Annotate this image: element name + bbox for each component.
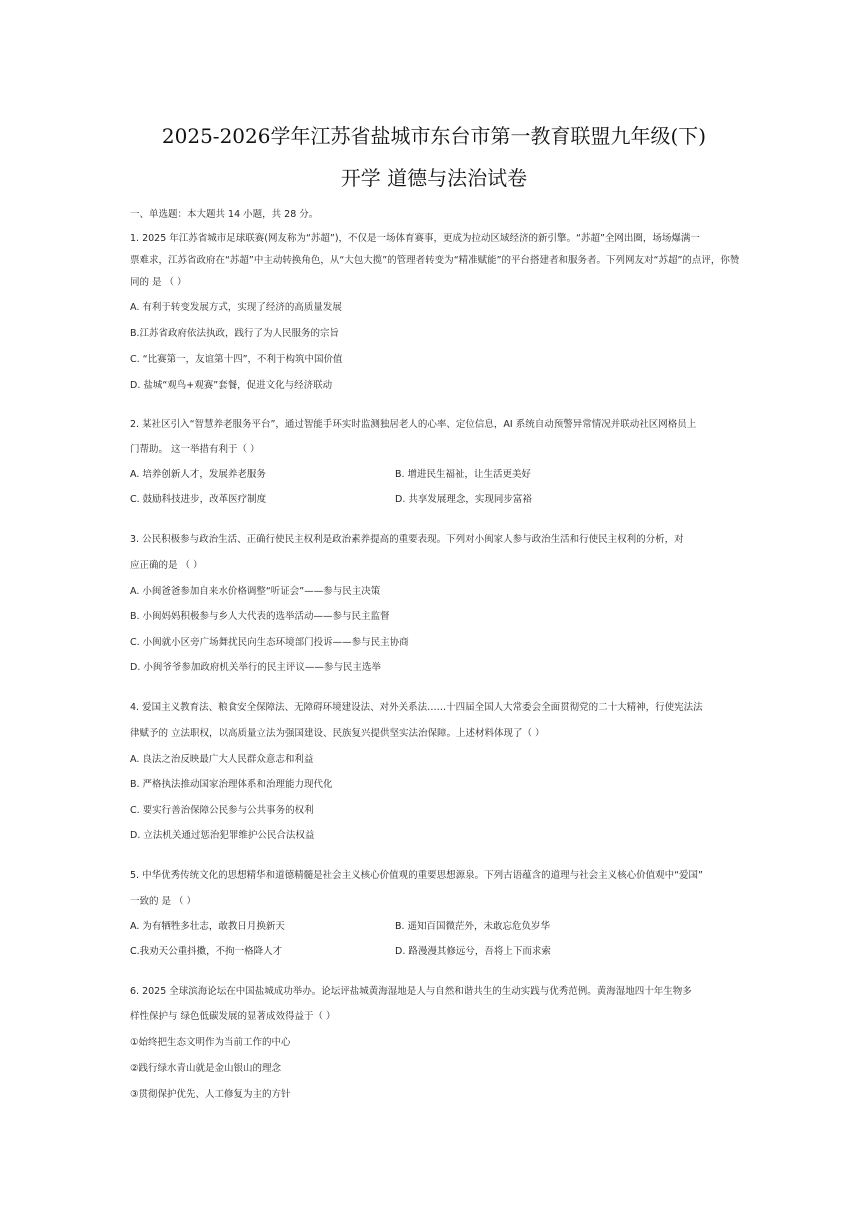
exam-title-line1: 2025-2026学年江苏省盐城市东台市第一教育联盟九年级(下): [161, 124, 707, 148]
option-d: D. 路漫漫其修远兮，吾将上下而求索: [395, 946, 551, 957]
option-c: C. 要实行善治保障公民参与公共事务的权利: [130, 805, 314, 816]
question-stem-line: 3. 公民积极参与政治生活、正确行使民主权利是政治素养提高的重要表现。下列对小闽家人参与政治生活和行使民主权利的分析，对: [130, 534, 684, 545]
question-stem-line: 同的 是 （ ）: [130, 277, 187, 288]
option-c: C. 小闽就小区旁广场舞扰民向生态环境部门投诉——参与民主协商: [130, 637, 409, 648]
option-2: ②践行绿水青山就是金山银山的理念: [130, 1063, 282, 1074]
option-a: A. 良法之治反映最广大人民群众意志和利益: [130, 754, 314, 765]
option-c: C. 鼓励科技进步，改革医疗制度: [130, 494, 267, 505]
option-c: C. “比赛第一，友谊第十四”，不利于构筑中国价值: [130, 354, 343, 365]
question-stem-line: 5. 中华优秀传统文化的思想精华和道德精髓是社会主义核心价值观的重要思想源泉。下列古语蕴含的道理与社会主义核心价值观中“爱国”: [130, 870, 703, 881]
option-d: D. 盐城“观鸟+观赛”套餐，促进文化与经济联动: [130, 380, 333, 391]
option-b: B. 小闽妈妈积极参与乡人大代表的选举活动——参与民主监督: [130, 611, 390, 622]
option-b: B. 遥知百国微茫外，未敢忘危负岁华: [395, 921, 551, 932]
option-a: A. 为有牺牲多壮志，敢教日月换新天: [130, 921, 285, 932]
option-b: B. 严格执法推动国家治理体系和治理能力现代化: [130, 779, 333, 790]
question-stem-line: 门帮助。 这一举措有利于（ ）: [130, 444, 260, 455]
option-b: B. 增进民生福祉，让生活更美好: [395, 469, 532, 480]
option-1: ①始终把生态文明作为当前工作的中心: [130, 1037, 291, 1048]
question-stem-line: 4. 爱国主义教育法、粮食安全保障法、无障碍环境建设法、对外关系法……十四届全国人大常委会全面贯彻党的二十大精神，行使宪法法: [130, 702, 703, 713]
option-c: C.我劝天公重抖擞，不拘一格降人才: [130, 946, 283, 957]
option-d: D. 共享发展理念，实现同步富裕: [395, 494, 532, 505]
question-stem-line: 律赋予的 立法职权，以高质量立法为强国建设、民族复兴提供坚实法治保障。上述材料体现了（ ）: [130, 728, 545, 739]
question-stem-line: 1. 2025 年江苏省城市足球联赛(网友称为“苏超”)，不仅是一场体育赛事，更成为拉动区域经济的新引擎。“苏超”全网出圈，场场爆满一: [130, 233, 700, 244]
question-stem-line: 一致的 是 （ ）: [130, 896, 197, 907]
question-stem-line: 应正确的是 （ ）: [130, 560, 203, 571]
option-d: D. 小闽爷爷参加政府机关举行的民主评议——参与民主选举: [130, 662, 381, 673]
question-stem-line: 票难求，江苏省政府在“苏超”中主动转换角色，从“大包大揽”的管理者转变为“精准赋能”的平台搭建者和服务者。下列网友对“苏超”的点评，你赞: [130, 255, 740, 266]
question-stem-line: 样性保护与 绿色低碳发展的显著成效得益于（ ）: [130, 1011, 336, 1022]
question-stem-line: 2. 某社区引入“智慧养老服务平台”，通过智能手环实时监测独居老人的心率、定位信息，AI 系统自动预警异常情况并联动社区网格员上: [130, 419, 697, 430]
option-b: B.江苏省政府依法执政，践行了为人民服务的宗旨: [130, 328, 340, 339]
option-a: A. 培养创新人才，发展养老服务: [130, 469, 266, 480]
option-d: D. 立法机关通过惩治犯罪维护公民合法权益: [130, 830, 315, 841]
question-stem-line: 6. 2025 全球滨海论坛在中国盐城成功举办。论坛评盐城黄海湿地是人与自然和谐共生的生动实践与优秀范例。黄海湿地四十年生物多: [130, 986, 692, 997]
section-heading: 一、单选题：本大题共 14 小题，共 28 分。: [130, 209, 319, 220]
option-a: A. 小闽爸爸参加自来水价格调整“听证会”——参与民主决策: [130, 586, 381, 597]
option-a: A. 有利于转变发展方式，实现了经济的高质量发展: [130, 302, 342, 313]
option-3: ③贯彻保护优先、人工修复为主的方针: [130, 1089, 291, 1100]
exam-title-line2: 开学 道德与法治试卷: [340, 166, 528, 190]
